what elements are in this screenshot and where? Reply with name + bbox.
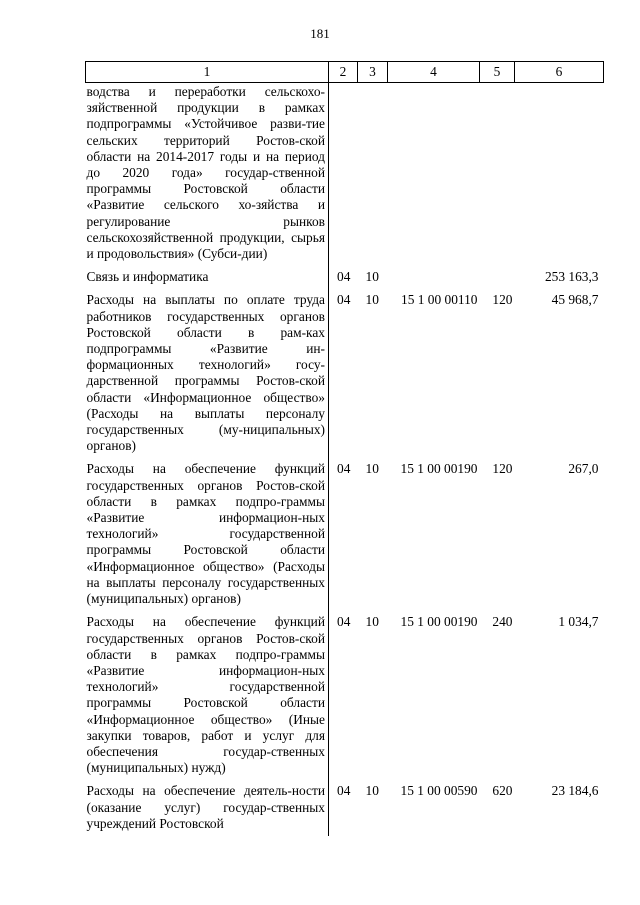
table-body bbox=[86, 83, 604, 836]
budget-table bbox=[85, 61, 604, 836]
row-description: Расходы на выплаты по оплате труда работников государственных органов Ростовской области в рам-ках подпрограммы «Развитие ин-формационных технологий» госу-дарственной программы Ростов-ской области «Информационное общество» (Расходы на выплаты персоналу государственных (му-ниципальных) органов) bbox=[86, 289, 329, 458]
row-amount: 45 968,7 bbox=[551, 292, 599, 308]
table-row bbox=[86, 266, 604, 289]
header-col-1: 1 bbox=[86, 62, 329, 83]
row-subsection: 10 bbox=[365, 614, 379, 630]
row-description: водства и переработки сельскохо-зяйственной продукции в рамках подпрограммы «Устойчивое разви-тие сельских территорий Ростов-ской области на 2014-2017 годы и на период до 2020 года» государ-ственной программы Ростовской области «Развитие сельского хо-зяйства и регулирование рынков сельскохозяйственной продукции, сырья и продовольствия» (Субси-дии) bbox=[86, 83, 329, 267]
row-subsection: 10 bbox=[365, 783, 379, 799]
row-description: Расходы на обеспечение деятель-ности (оказание услуг) государ-ственных учреждений Ростовской bbox=[86, 780, 329, 836]
table-row bbox=[86, 289, 604, 458]
row-expense-type: 120 bbox=[492, 292, 513, 308]
header-col-4: 4 bbox=[388, 62, 480, 83]
header-col-6: 6 bbox=[515, 62, 604, 83]
row-amount: 253 163,3 bbox=[544, 269, 599, 285]
row-expense-type bbox=[480, 266, 515, 289]
row-amount bbox=[515, 83, 604, 267]
row-target-article: 15 1 00 00190 bbox=[400, 461, 478, 477]
header-row bbox=[86, 62, 604, 83]
row-section: 04 bbox=[337, 292, 351, 308]
row-expense-type: 620 bbox=[492, 783, 513, 799]
row-section: 04 bbox=[337, 461, 351, 477]
row-section: 04 bbox=[337, 614, 351, 630]
row-subsection: 10 bbox=[365, 461, 379, 477]
table-header bbox=[86, 62, 604, 83]
row-description: Расходы на обеспечение функций государственных органов Ростов-ской области в рамках подпро-граммы «Развитие информацион-ных технологий» государственной программы Ростовской области «Информационное общество» (Расходы на выплаты персоналу государственных (муниципальных) органов) bbox=[86, 458, 329, 611]
row-subsection: 10 bbox=[365, 269, 379, 285]
row-expense-type bbox=[480, 83, 515, 267]
row-description: Расходы на обеспечение функций государственных органов Ростов-ской области в рамках подпро-граммы «Развитие информацион-ных технологий» государственной программы Ростовской области «Информационное общество» (Иные закупки товаров, работ и услуг для обеспечения государ-ственных (муниципальных) нужд) bbox=[86, 611, 329, 780]
header-col-3: 3 bbox=[358, 62, 388, 83]
row-target-article bbox=[388, 83, 480, 267]
row-target-article: 15 1 00 00110 bbox=[401, 292, 478, 308]
table-row bbox=[86, 611, 604, 780]
row-target-article: 15 1 00 00590 bbox=[400, 783, 478, 799]
row-section bbox=[329, 83, 358, 267]
header-col-2: 2 bbox=[329, 62, 358, 83]
row-amount: 23 184,6 bbox=[551, 783, 599, 799]
row-subsection bbox=[358, 83, 388, 267]
row-expense-type: 240 bbox=[492, 614, 513, 630]
row-section: 04 bbox=[337, 783, 351, 799]
row-amount: 267,0 bbox=[568, 461, 599, 477]
row-subsection: 10 bbox=[365, 292, 379, 308]
row-amount: 1 034,7 bbox=[558, 614, 599, 630]
header-col-5: 5 bbox=[480, 62, 515, 83]
row-target-article bbox=[388, 266, 480, 289]
table-row bbox=[86, 780, 604, 836]
row-target-article: 15 1 00 00190 bbox=[400, 614, 478, 630]
table-row bbox=[86, 83, 604, 267]
row-section: 04 bbox=[337, 269, 351, 285]
row-expense-type: 120 bbox=[492, 461, 513, 477]
row-description: Связь и информатика bbox=[86, 266, 329, 289]
page-number: 181 bbox=[310, 26, 330, 41]
table-row bbox=[86, 458, 604, 611]
